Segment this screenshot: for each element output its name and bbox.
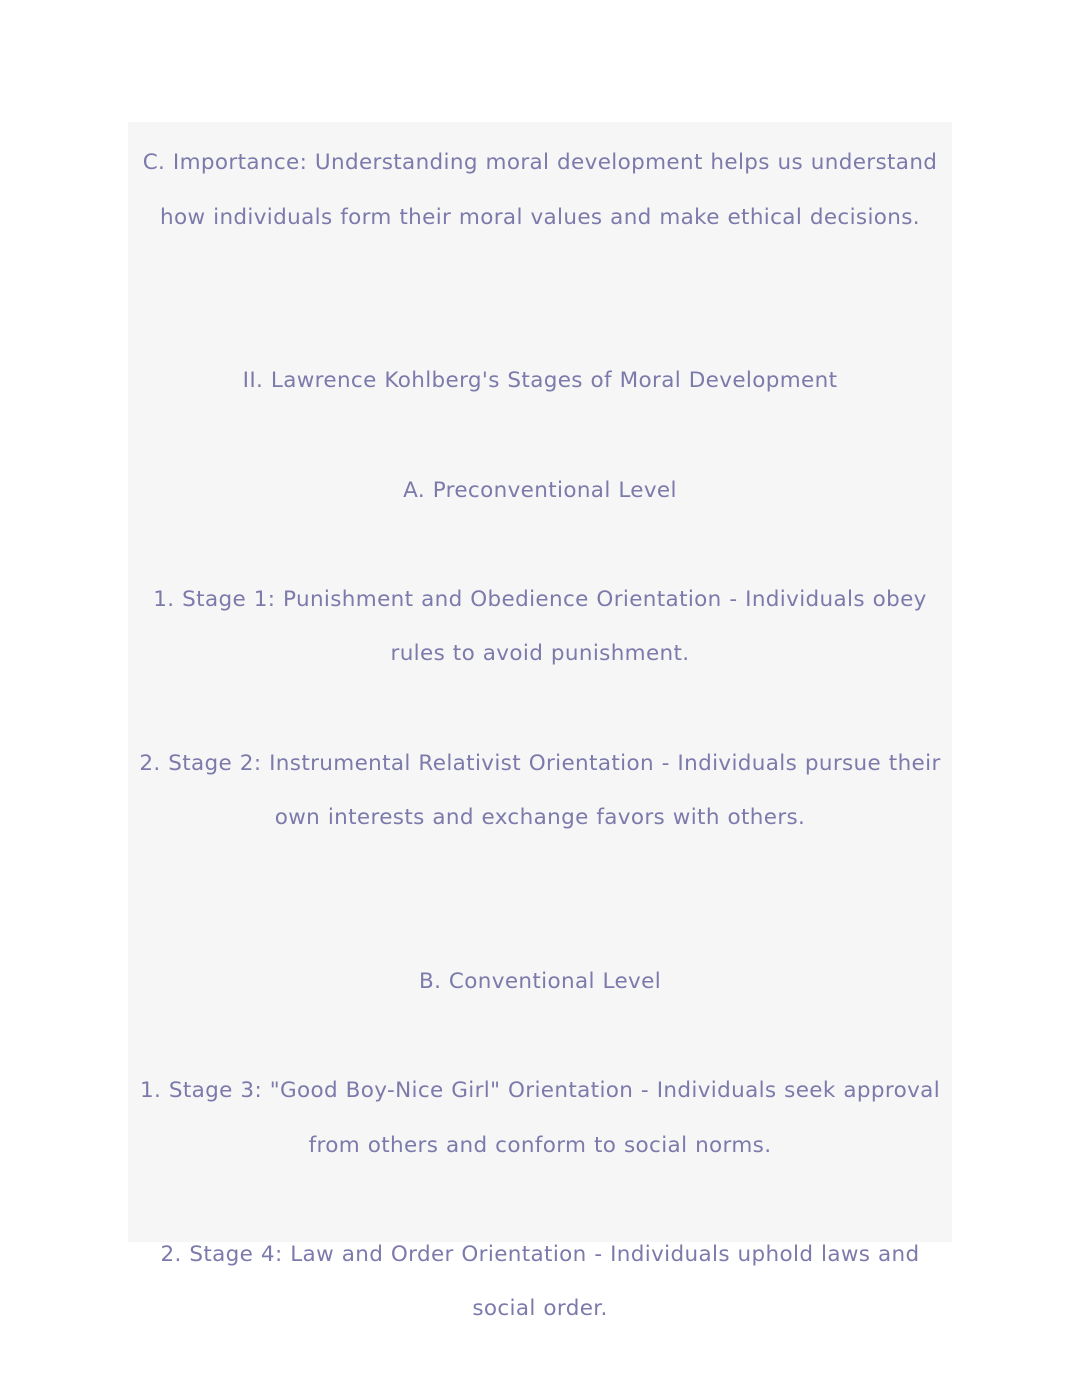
spacer-after-preconventional-heading <box>129 518 951 573</box>
importance-paragraph: C. Importance: Understanding moral development helps us understand how individuals form their moral values and make ethical decisions. <box>142 150 938 230</box>
spacer-after-conventional-heading <box>129 1010 951 1065</box>
stage-2-paragraph: 2. Stage 2: Instrumental Relativist Orientation - Individuals pursue their own interests and exchange favors with others. <box>139 750 941 831</box>
section-heading-kohlberg: II. Lawrence Kohlberg's Stages of Moral Development <box>242 368 838 394</box>
stage-3-paragraph: 1. Stage 3: "Good Boy-Nice Girl" Orientation - Individuals seek approval from others and conform to social norms. <box>139 1078 941 1158</box>
document-text-body <box>129 122 951 1337</box>
stage-4-paragraph: 2. Stage 4: Law and Order Orientation - Individuals uphold laws and social order. <box>160 1241 920 1322</box>
spacer-after-stage-2 <box>129 846 951 955</box>
spacer-after-stage-1 <box>129 682 951 737</box>
spacer-after-kohlberg-heading <box>129 409 951 464</box>
document-content-panel <box>128 122 952 1322</box>
subsection-heading-conventional: B. Conventional Level <box>418 968 662 994</box>
subsection-heading-preconventional: A. Preconventional Level <box>403 477 677 503</box>
spacer-after-importance <box>129 245 951 354</box>
spacer-after-stage-3 <box>129 1173 951 1228</box>
stage-1-paragraph: 1. Stage 1: Punishment and Obedience Orientation - Individuals obey rules to avoid punishment. <box>153 586 927 667</box>
